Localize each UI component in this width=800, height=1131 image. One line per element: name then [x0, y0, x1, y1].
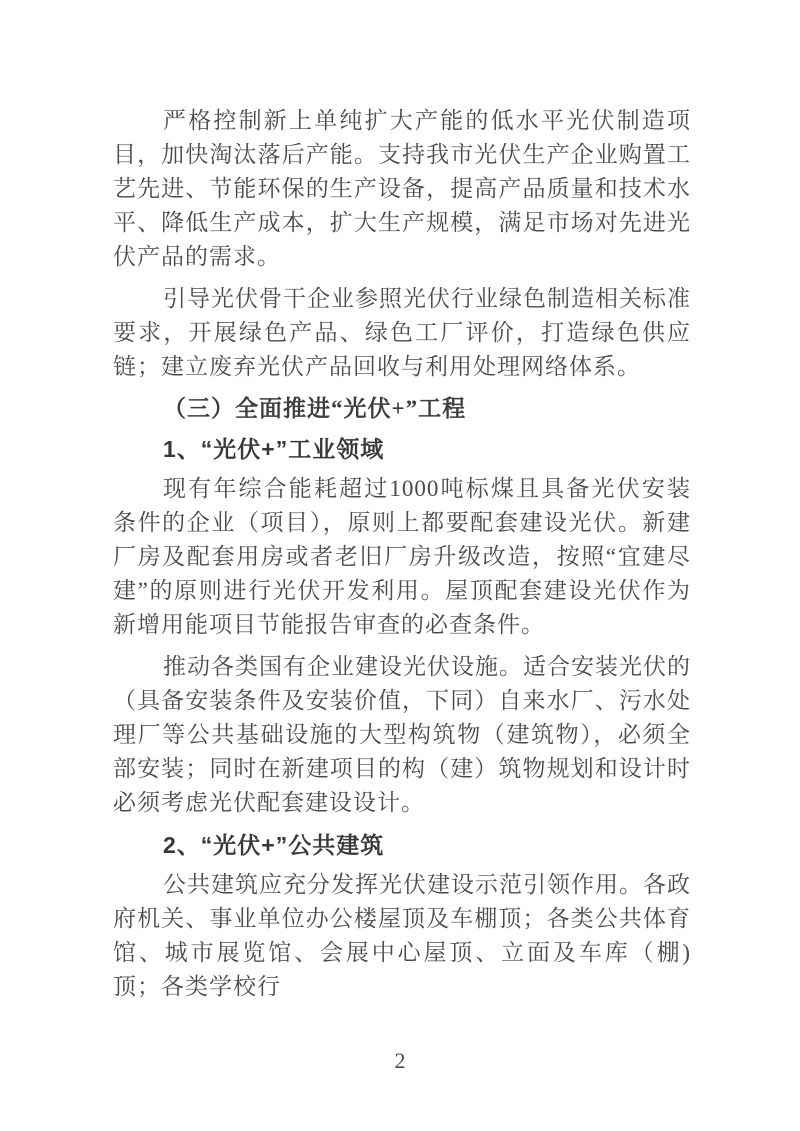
paragraph-manufacturing-control: 严格控制新上单纯扩大产能的低水平光伏制造项目，加快淘汰落后产能。支持我市光伏生产企业购置工艺先进、节能环保的生产设备，提高产品质量和技术水平、降低生产成本，扩大生产规模，满足市场对先进光伏产品的需求。 — [113, 108, 691, 269]
document-body — [113, 104, 691, 1012]
paragraph-public-buildings: 公共建筑应充分发挥光伏建设示范引领作用。各政府机关、事业单位办公楼屋顶及车棚顶；各类公共体育馆、城市展览馆、会展中心屋顶、立面及车库（棚)顶；各类学校行 — [113, 872, 691, 999]
subsection-heading-1-pv-plus-industry: 1、“光伏+”工业领域 — [163, 436, 385, 462]
paragraph-green-manufacturing: 引导光伏骨干企业参照光伏行业绿色制造相关标准要求，开展绿色产品、绿色工厂评价，打造绿色供应链；建立废弃光伏产品回收与利用处理网络体系。 — [113, 286, 691, 379]
paragraph-industrial-energy-threshold: 现有年综合能耗超过1000吨标煤且具备光伏安装条件的企业（项目），原则上都要配套建设光伏。新建厂房及配套用房或者老旧厂房升级改造，按照“宜建尽建”的原则进行光伏开发利用。屋顶配套建设光伏作为新增用能项目节能报告审查的必查条件。 — [113, 476, 691, 637]
paragraph-state-owned-enterprises: 推动各类国有企业建设光伏设施。适合安装光伏的（具备安装条件及安装价值，下同）自来水厂、污水处理厂等公共基础设施的大型构筑物（建筑物），必须全部安装；同时在新建项目的构（建）筑物规划和设计时必须考虑光伏配套建设设计。 — [113, 654, 691, 815]
subsection-heading-2-pv-plus-public-buildings: 2、“光伏+”公共建筑 — [163, 832, 385, 858]
page-number: 2 — [394, 1048, 406, 1073]
section-heading-3-pv-plus-project: （三）全面推进“光伏+”工程 — [163, 396, 467, 421]
